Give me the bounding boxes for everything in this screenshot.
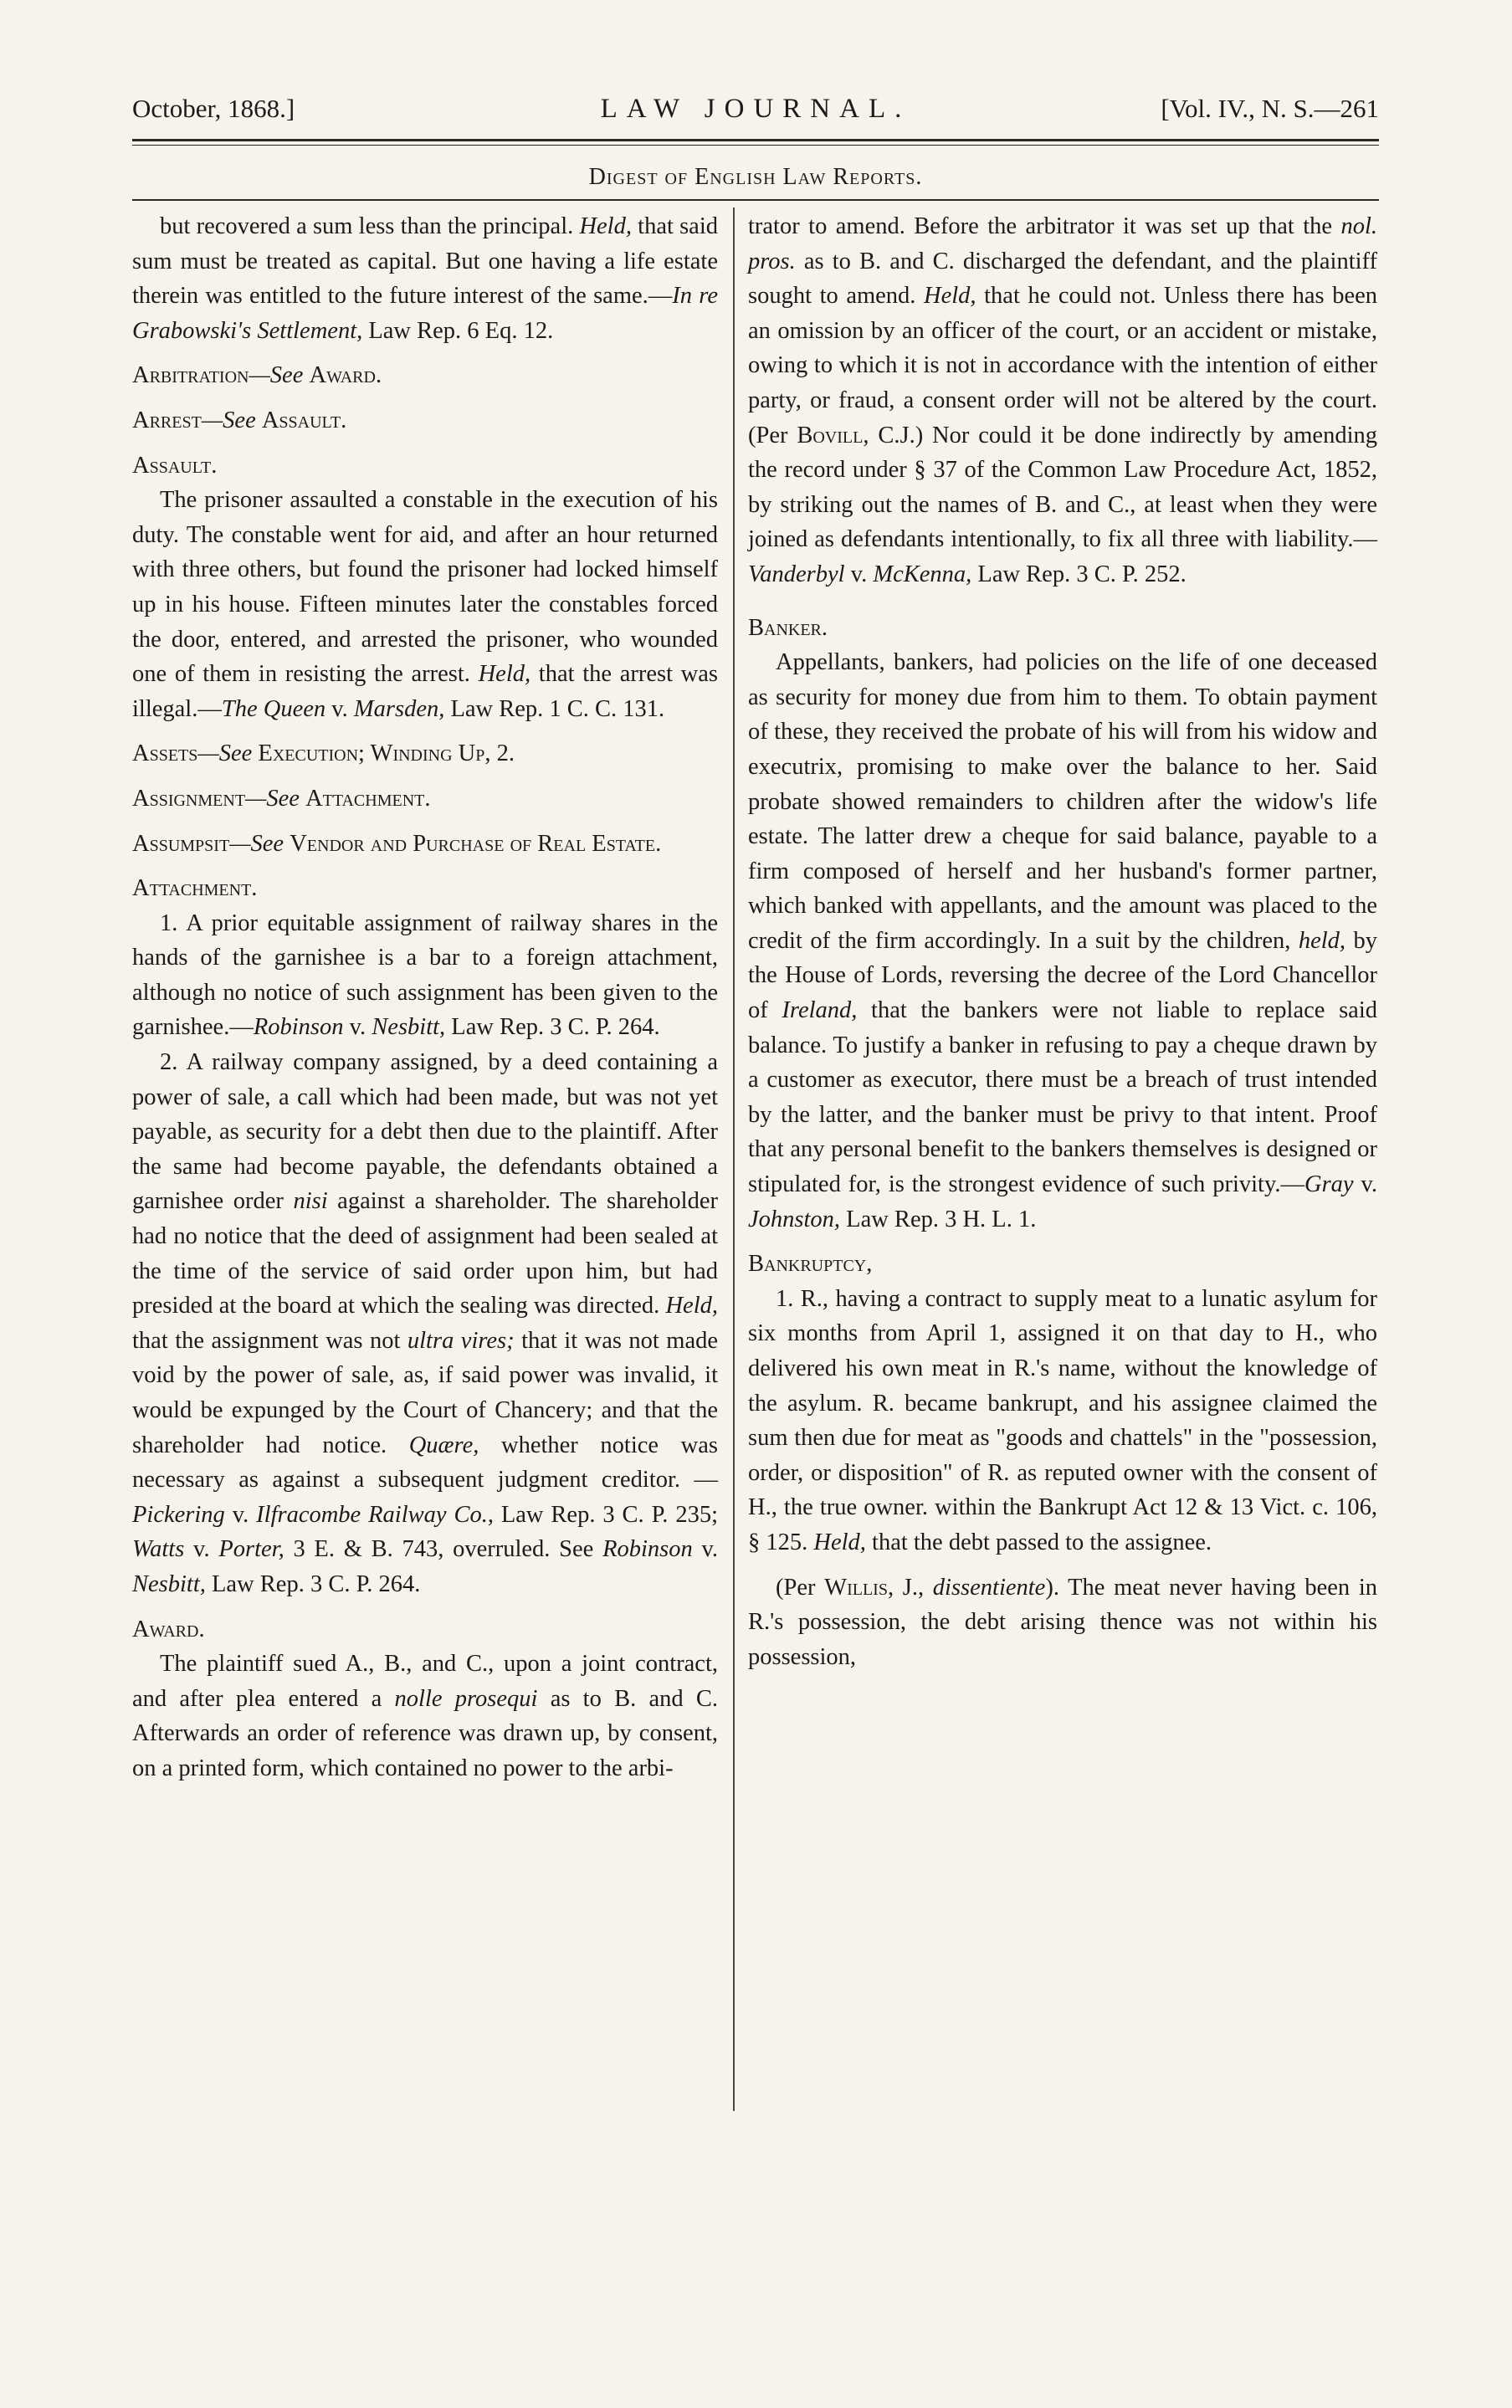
right-column (748, 209, 1377, 1674)
header-rule-thin (132, 145, 1379, 146)
entry-arrest: Arrest—See Assault. (132, 407, 347, 433)
section-title: Digest of English Law Reports. (588, 164, 923, 190)
heading-attachment: Attachment. (132, 875, 258, 902)
column-divider (733, 207, 735, 2111)
entry-assault: The prisoner assaulted a constable in the execution of his duty. The constable went for aid, and after an hour returned with three others, but found the prisoner had locked himself up in his house. Fifteen minutes later the constables forced the door, entered, and arrested the prisoner, who wounded one of them in resisting the arrest. Held, that the arrest was illegal.—The Queen v. Marsden, Law Rep. 1 C. C. 131. (132, 487, 718, 722)
entry-bankruptcy-1: 1. R., having a contract to supply meat to a lunatic asylum for six months from April 1, assigned it on that day to H., who delivered his own meat in R.'s name, without the knowledge of the asylum. R. became bankrupt, and his assignee claimed the sum then due for meat as "goods and chattels" in the "possession, order, or disposition" of R. as reputed owner with the consent of H., the true owner. within the Bankrupt Act 12 & 13 Vict. c. 106, § 125. Held, that the debt passed to the assignee. (748, 1285, 1377, 1555)
heading-award: Award. (132, 1616, 205, 1642)
entry-assets: Assets—See Execution; Winding Up, 2. (132, 740, 515, 767)
entry-attachment-1: 1. A prior equitable assignment of railway shares in the hands of the garnishee is a bar to a foreign attachment, although no notice of such assignment has been given to the garnishee.—Robinson v. Nesbitt, Law Rep. 3 C. P. 264. (132, 909, 718, 1041)
entry-arbitration: Arbitration—See Award. (132, 362, 382, 389)
entry-bankruptcy-dissent: (Per Willis, J., dissentiente). The meat never having been in R.'s possession, the debt arising thence was not within his possession, (748, 1574, 1378, 1670)
section-rule (132, 199, 1379, 201)
heading-banker: Banker. (748, 614, 828, 641)
entry-attachment-2: 2. A railway company assigned, by a deed containing a power of sale, a call which had been made, but was not yet payable, as security for a debt then due to the plaintiff. After the same had become payable, the defendants obtained a garnishee order nisi against a shareholder. The shareholder had no notice that the deed of assignment had been sealed at the time of the service of said order upon him, but had presided at the board at which the sealing was directed. Held, that the assignment was not ultra vires; that it was not made void by the power of sale, as, if said power was invalid, it would be expunged by the Court of Chancery; and that the shareholder had notice. Quære, whether notice was necessary as against a subsequent judgment creditor. —Pickering v. Ilfracombe Railway Co., Law Rep. 3 C. P. 235; Watts v. Porter, 3 E. & B. 743, overruled. See Robinson v. Nesbitt, Law Rep. 3 C. P. 264. (132, 1049, 719, 1597)
entry-assignment: Assignment—See Attachment. (132, 785, 431, 812)
heading-assault: Assault. (132, 452, 218, 479)
entry-assumpsit: Assumpsit—See Vendor and Purchase of Real Estate. (132, 830, 662, 857)
entry-banker: Appellants, bankers, had policies on the life of one deceased as security for money due from him to them. To obtain payment of these, they received the probate of his will from his widow and executrix, promising to make over the balance to her. Said probate showed remainders to children after the widow's life estate. The latter drew a cheque for said balance, payable to a firm composed of herself and her husband's former partner, which banked with appellants, and the amount was placed to the credit of the firm accordingly. In a suit by the children, held, by the House of Lords, reversing the decree of the Lord Chancellor of Ireland, that the bankers were not liable to replace said balance. To justify a banker in refusing to pay a cheque drawn by a customer as executor, there must be a breach of trust intended by the latter, and the banker must be privy to that intent. Proof that any personal benefit to the bankers themselves is designed or stipulated for, is the strongest evidence of such privity.—Gray v. Johnston, Law Rep. 3 H. L. 1. (748, 649, 1377, 1232)
running-head (132, 94, 1379, 144)
entry-continued: but recovered a sum less than the principal. Held, that said sum must be treated as capital. But one having a life estate therein was entitled to the future interest of the same.—In re Grabowski's Settlement, Law Rep. 6 Eq. 12. (132, 213, 718, 344)
entry-award-continued: trator to amend. Before the arbitrator it was set up that the nol. pros. as to B. and C. discharged the defendant, and the plaintiff sought to amend. Held, that he could not. Unless there has been an omission by an officer of the court, or an accident or mistake, owing to which it is not in accordance with the intention of either party, or fraud, a consent order will not be altered by the court. (Per Bovill, C.J.) Nor could it be done indirectly by amending the record under § 37 of the Common Law Procedure Act, 1852, by striking out the names of B. and C., at least when they were joined as defendants intentionally, to fix all three with liability.—Vanderbyl v. McKenna, Law Rep. 3 C. P. 252. (748, 213, 1378, 587)
header-date: October, 1868.] (132, 94, 295, 123)
journal-title: LAW JOURNAL. (600, 94, 911, 124)
entry-award: The plaintiff sued A., B., and C., upon a joint contract, and after plea entered a nolle prosequi as to B. and C. Afterwards an order of reference was drawn up, by consent, on a printed form, which contained no power to the arbi- (132, 1651, 718, 1781)
left-column (132, 209, 718, 1786)
volume-page: [Vol. IV., N. S.—261 (1161, 94, 1379, 123)
header-rule-thick (132, 139, 1379, 141)
heading-bankruptcy: Bankruptcy, (748, 1251, 873, 1278)
